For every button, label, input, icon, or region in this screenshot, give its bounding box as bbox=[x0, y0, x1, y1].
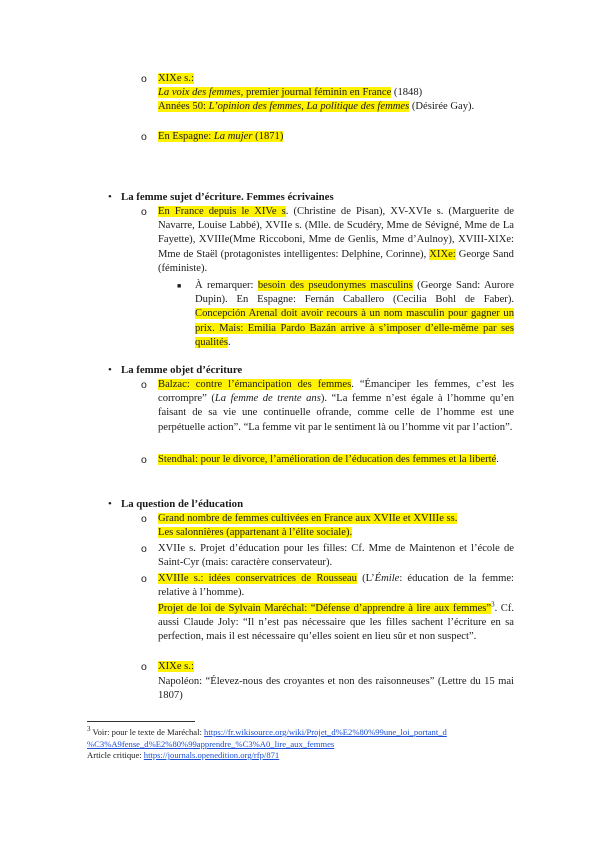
list-item bbox=[158, 512, 518, 540]
text: . Cf. aussi Claude Joly: “Il n’est pas nécessaire que les filles sachent l’écriture en sa perfection, mais il est nécessaire qu’elles soient en lieu sûr et non suspect”. bbox=[158, 603, 514, 643]
list-item bbox=[158, 130, 518, 144]
text: ). “La femme n’est égale à l’homme qu’en faisant de sa vie une continuelle ofrande, comme celle de l’homme est une perpétuelle action”. “La femme vit par le sentiment là ou l’homme vit par l’action”. bbox=[158, 393, 514, 433]
footnote-number: 3 bbox=[87, 725, 91, 734]
footnote-link-openedition[interactable]: https://journals.openedition.org/rfp/871 bbox=[143, 750, 280, 761]
text: (1848) bbox=[391, 87, 423, 99]
list-item: XVIIe s. Projet d’éducation pour les filles: Cf. Mme de Maintenon et l’école de Saint-Cyr (mais: caractère conservateur). bbox=[158, 543, 514, 569]
list-bullet-circle: o bbox=[141, 379, 147, 391]
list-bullet-circle: o bbox=[141, 454, 147, 466]
footnote bbox=[87, 727, 527, 762]
text: , bbox=[301, 101, 307, 113]
list-item bbox=[158, 572, 514, 600]
list-bullet-circle: o bbox=[141, 573, 147, 585]
highlighted-text: Les salonnières (appartenant à l’élite sociale). bbox=[158, 527, 353, 539]
highlighted-text: (1871) bbox=[252, 131, 284, 142]
text: (L’ bbox=[356, 573, 375, 584]
list-item bbox=[158, 378, 514, 435]
highlighted-text: XIXe: bbox=[429, 248, 456, 260]
list-bullet-square: ■ bbox=[177, 282, 182, 290]
highlighted-text: , premier journal féminin en France bbox=[240, 87, 392, 99]
section-heading: La question de l’éducation bbox=[121, 498, 244, 510]
footnote-label: Voir: pour le texte de Maréchal: bbox=[90, 727, 205, 737]
list-bullet-circle: o bbox=[141, 206, 147, 218]
list-item bbox=[158, 72, 518, 115]
section-heading: La femme objet d’écriture bbox=[121, 364, 243, 376]
list-bullet-circle: o bbox=[141, 131, 147, 143]
journal-title: La voix des femmes bbox=[158, 87, 241, 99]
text: George Sand (féministe). bbox=[158, 248, 514, 274]
highlighted-text: XIXe s.: bbox=[158, 661, 194, 672]
highlighted-text: En Espagne: bbox=[158, 131, 214, 142]
section-heading: La femme sujet d’écriture. Femmes écrivaines bbox=[121, 191, 334, 203]
list-bullet-dot: • bbox=[108, 498, 112, 510]
text: . bbox=[227, 336, 231, 348]
highlighted-text: En France depuis le XIVe s bbox=[158, 206, 286, 217]
list-bullet-circle: o bbox=[141, 543, 147, 555]
highlighted-text: XIXe s.: bbox=[158, 73, 194, 84]
footnote-rule bbox=[87, 721, 195, 722]
list-item-continuation: Napoléon: “Élevez-nous des croyantes et non des raisonneuses” (Lettre du 15 mai 1807) bbox=[158, 676, 514, 702]
list-item-continuation bbox=[158, 602, 514, 645]
text: : éducation de la femme: relative à l’homme). bbox=[158, 573, 514, 599]
highlighted-text: besoin des pseudonymes masculins bbox=[257, 280, 413, 291]
highlighted-text: Stendhal: pour le divorce, l’amélioration de l’éducation des femmes et la liberté bbox=[158, 454, 497, 465]
text: (Désirée Gay). bbox=[409, 101, 475, 113]
book-title: La femme de trente ans bbox=[214, 393, 321, 405]
highlighted-text: Années 50: bbox=[158, 101, 209, 113]
list-bullet-circle: o bbox=[141, 73, 147, 85]
highlighted-text: Projet de loi de Sylvain Maréchal: “Défense d’apprendre à lire aux femmes” bbox=[158, 603, 492, 614]
text: . bbox=[496, 454, 499, 465]
journal-title: La politique des femmes bbox=[306, 101, 410, 113]
highlighted-text: Grand nombre de femmes cultivées en France aux XVIIe et XVIIIe ss. bbox=[158, 513, 458, 524]
list-bullet-circle: o bbox=[141, 513, 147, 525]
text: . (Christine de Pisan), XV-XVIe s. (Marguerite de Navarre, Louise Labbé), XVIIe s. (Mlle. de Scudéry, Mme de Sévigné, Mme de La Fayette), XVIIIe(Mme Riccoboni, Mme de Genlis, Mme d’Aulnoy), XVIII-XIXe: Mme de Staël (protagonistes intelligentes: Delphine, Corinne), bbox=[158, 206, 514, 260]
footnote-link-wikisource[interactable]: https://fr.wikisource.org/wiki/Projet_d%E2%80%99une_loi_portant_d bbox=[204, 727, 447, 737]
highlighted-text: Concepción Arenal doit avoir recours à un nom masculin pour gagner un prix. Mais: Emilia Pardo Bazán arrive à s’imposer d’elle-même par ses qualités bbox=[195, 308, 514, 348]
list-item bbox=[195, 279, 514, 350]
journal-title: La mujer bbox=[213, 131, 253, 142]
list-bullet-circle: o bbox=[141, 661, 147, 673]
list-item bbox=[158, 453, 518, 467]
journal-title: L’opinion des femmes bbox=[208, 101, 302, 113]
list-item bbox=[158, 205, 514, 276]
footnote-label: Article critique: bbox=[87, 750, 144, 761]
list-item bbox=[158, 660, 518, 674]
highlighted-text: Balzac: contre l’émancipation des femmes bbox=[158, 379, 352, 390]
text: (George Sand: Aurore Dupin). En Espagne: Fernán Caballero (Cecilia Bohl de Faber). bbox=[195, 280, 514, 306]
book-title: Émile bbox=[374, 573, 400, 584]
footnote-marker[interactable]: 3 bbox=[491, 600, 495, 609]
text: À remarquer: bbox=[195, 280, 258, 291]
text: . “Émanciper les femmes, c’est les corrompre” ( bbox=[158, 379, 514, 405]
list-bullet-dot: • bbox=[108, 191, 112, 203]
highlighted-text: XVIIIe s.: idées conservatrices de Rousseau bbox=[158, 573, 357, 584]
list-bullet-dot: • bbox=[108, 364, 112, 376]
footnote-link-wikisource-cont[interactable]: %C3%A9fense_d%E2%80%99apprendre_%C3%A0_lire_aux_femmes bbox=[87, 738, 335, 749]
